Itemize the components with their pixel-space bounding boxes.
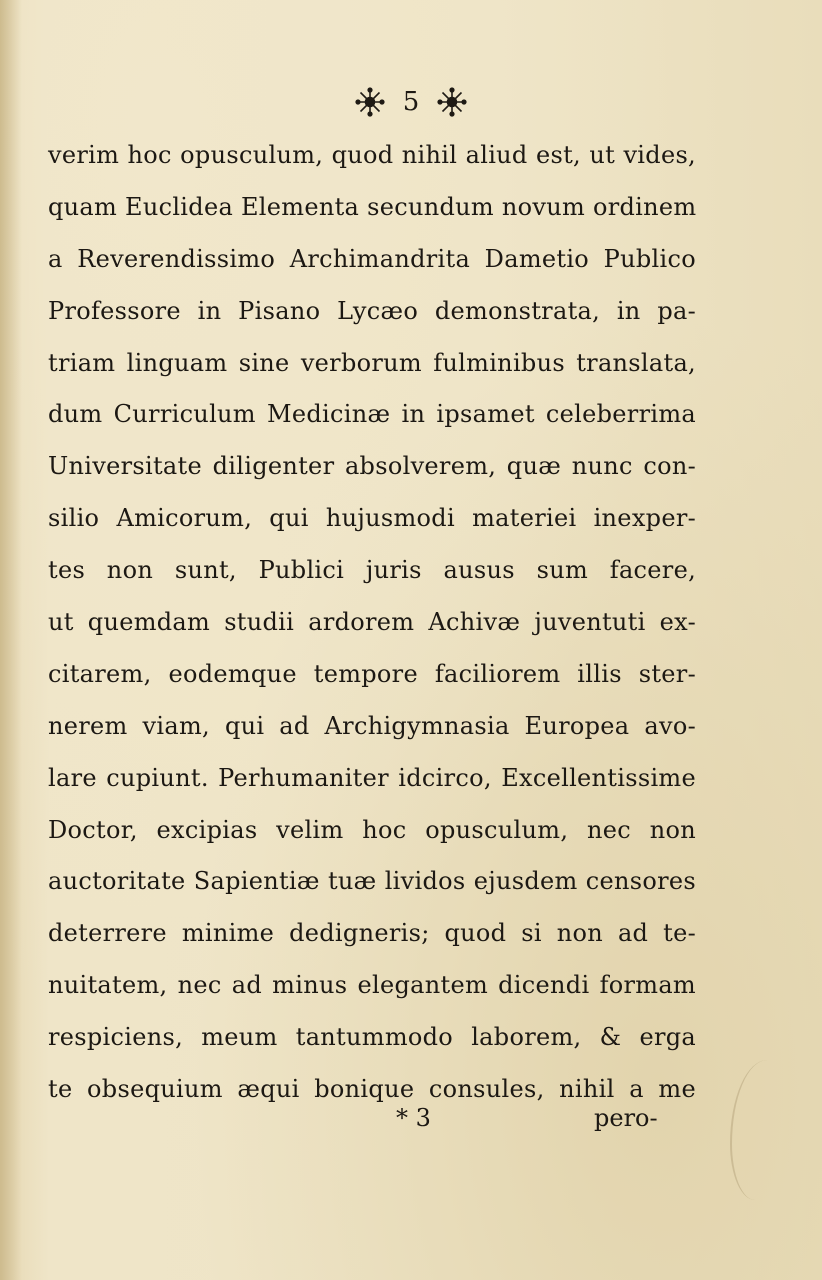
text-line: nuitatem, nec ad minus elegantem dicendi formam	[48, 971, 696, 1000]
text-line: dum Curriculum Medicinæ in ipsamet celeberrima	[48, 400, 696, 429]
ornament-star-icon	[437, 87, 467, 117]
signature-mark: * 3	[396, 1104, 431, 1132]
ornament-star-icon	[355, 87, 385, 117]
text-line: ut quemdam studii ardorem Achivæ juventuti ex-	[48, 608, 696, 637]
text-line: respiciens, meum tantummodo laborem, & erga	[48, 1023, 696, 1052]
page-footer	[48, 1098, 696, 1138]
text-line: Universitate diligenter absolverem, quæ nunc con-	[48, 452, 696, 481]
text-line: te obsequium æqui bonique consules, nihil a me	[48, 1075, 696, 1104]
text-line: a Reverendissimo Archimandrita Dametio Publico	[48, 244, 696, 273]
text-line: deterrere minime dedigneris; quod si non ad te-	[48, 919, 696, 948]
catchword: pero-	[594, 1104, 658, 1132]
text-line: auctoritate Sapientiæ tuæ lividos ejusdem censores	[48, 867, 696, 896]
text-line: Doctor, excipias velim hoc opusculum, nec non	[48, 815, 696, 844]
page-header	[0, 82, 822, 122]
page-number: 5	[402, 87, 420, 117]
text-line: tes non sunt, Publici juris ausus sum facere,	[48, 556, 696, 585]
text-line: citarem, eodemque tempore faciliorem illis ster-	[48, 659, 696, 688]
text-line: triam linguam sine verborum fulminibus translata,	[48, 348, 696, 377]
binding-gutter-shadow	[0, 0, 22, 1280]
paper-fold-mark	[730, 1060, 792, 1200]
text-line: verim hoc opusculum, quod nihil aliud est, ut vides,	[48, 141, 696, 169]
text-line: Professore in Pisano Lycæo demonstrata, in pa-	[48, 296, 696, 325]
text-line: nerem viam, qui ad Archigymnasia Europea avo-	[48, 711, 696, 740]
body-text	[48, 130, 696, 1116]
text-line: lare cupiunt. Perhumaniter idcirco, Excellentissime	[48, 763, 696, 792]
text-line: silio Amicorum, qui hujusmodi materiei inexper-	[48, 504, 696, 533]
text-line: quam Euclidea Elementa secundum novum ordinem	[48, 192, 697, 221]
